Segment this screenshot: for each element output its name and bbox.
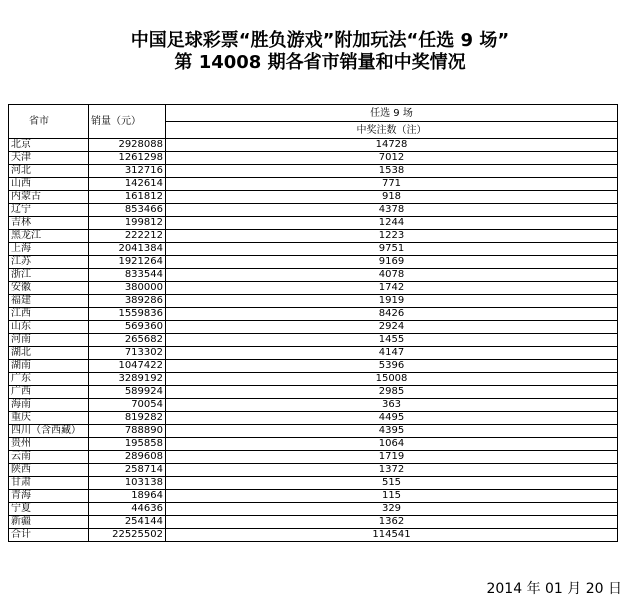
prize-count-cell: 363 — [166, 399, 618, 412]
province-cell: 江苏 — [9, 256, 89, 269]
prize-count-cell: 918 — [166, 191, 618, 204]
prize-count-cell: 7012 — [166, 152, 618, 165]
province-cell: 湖北 — [9, 347, 89, 360]
province-cell: 内蒙古 — [9, 191, 89, 204]
prize-count-cell: 2985 — [166, 386, 618, 399]
province-cell: 宁夏 — [9, 503, 89, 516]
prize-count-cell: 4495 — [166, 412, 618, 425]
province-cell: 山东 — [9, 321, 89, 334]
province-cell: 青海 — [9, 490, 89, 503]
province-cell: 天津 — [9, 152, 89, 165]
province-cell: 安徽 — [9, 282, 89, 295]
province-cell: 重庆 — [9, 412, 89, 425]
prize-count-cell: 1919 — [166, 295, 618, 308]
table-row — [9, 399, 618, 412]
sales-table — [8, 104, 618, 542]
province-cell: 陕西 — [9, 464, 89, 477]
province-cell: 河南 — [9, 334, 89, 347]
document-subtitle: 第 14008 期各省市销量和中奖情况 — [174, 52, 466, 73]
prize-count-cell: 329 — [166, 503, 618, 516]
sales-cell: 569360 — [89, 321, 166, 334]
prize-count-cell: 115 — [166, 490, 618, 503]
sales-cell: 258714 — [89, 464, 166, 477]
sales-cell: 142614 — [89, 178, 166, 191]
table-row — [9, 269, 618, 282]
sales-cell: 833544 — [89, 269, 166, 282]
table-row — [9, 451, 618, 464]
table-row — [9, 256, 618, 269]
province-cell: 合计 — [9, 529, 89, 542]
prize-count-cell: 9169 — [166, 256, 618, 269]
sales-cell: 380000 — [89, 282, 166, 295]
table-row — [9, 139, 618, 152]
province-cell: 江西 — [9, 308, 89, 321]
prize-count-cell: 5396 — [166, 360, 618, 373]
table-row — [9, 282, 618, 295]
sales-cell: 1559836 — [89, 308, 166, 321]
province-cell: 北京 — [9, 139, 89, 152]
prize-count-cell: 4395 — [166, 425, 618, 438]
table-row — [9, 152, 618, 165]
sales-cell: 103138 — [89, 477, 166, 490]
prize-count-cell: 2924 — [166, 321, 618, 334]
table-row — [9, 516, 618, 529]
table-row — [9, 373, 618, 386]
province-cell: 湖南 — [9, 360, 89, 373]
sales-cell: 389286 — [89, 295, 166, 308]
prize-count-cell: 1223 — [166, 230, 618, 243]
province-cell: 四川（含西藏） — [9, 425, 89, 438]
sales-cell: 713302 — [89, 347, 166, 360]
table-row — [9, 412, 618, 425]
document-date: 2014 年 01 月 20 日 — [486, 581, 622, 597]
prize-count-cell: 1455 — [166, 334, 618, 347]
province-cell: 吉林 — [9, 217, 89, 230]
header-prize-line1: 任选 9 场 — [166, 105, 618, 122]
table-row — [9, 334, 618, 347]
sales-cell: 2928088 — [89, 139, 166, 152]
province-cell: 辽宁 — [9, 204, 89, 217]
sales-cell: 1047422 — [89, 360, 166, 373]
table-row — [9, 425, 618, 438]
prize-count-cell: 114541 — [166, 529, 618, 542]
table-row — [9, 165, 618, 178]
province-cell: 新疆 — [9, 516, 89, 529]
province-cell: 云南 — [9, 451, 89, 464]
table-row — [9, 191, 618, 204]
sales-cell: 3289192 — [89, 373, 166, 386]
document-title: 中国足球彩票“胜负游戏”附加玩法“任选 9 场” — [130, 30, 510, 51]
sales-cell: 312716 — [89, 165, 166, 178]
table-row — [9, 230, 618, 243]
table-row — [9, 321, 618, 334]
table-header-row — [9, 105, 618, 122]
prize-count-cell: 9751 — [166, 243, 618, 256]
table-row — [9, 178, 618, 191]
prize-count-cell: 4378 — [166, 204, 618, 217]
sales-cell: 254144 — [89, 516, 166, 529]
sales-cell: 70054 — [89, 399, 166, 412]
sales-cell: 22525502 — [89, 529, 166, 542]
table-body — [9, 139, 618, 542]
header-province: 省市 — [9, 105, 89, 139]
prize-count-cell: 15008 — [166, 373, 618, 386]
prize-count-cell: 771 — [166, 178, 618, 191]
sales-cell: 788890 — [89, 425, 166, 438]
sales-cell: 853466 — [89, 204, 166, 217]
table-row — [9, 438, 618, 451]
sales-cell: 589924 — [89, 386, 166, 399]
sales-cell: 199812 — [89, 217, 166, 230]
sales-cell: 1261298 — [89, 152, 166, 165]
sales-cell: 161812 — [89, 191, 166, 204]
table-row — [9, 217, 618, 230]
prize-count-cell: 515 — [166, 477, 618, 490]
table-row — [9, 308, 618, 321]
prize-count-cell: 1372 — [166, 464, 618, 477]
prize-count-cell: 1538 — [166, 165, 618, 178]
table-row — [9, 347, 618, 360]
province-cell: 海南 — [9, 399, 89, 412]
table-row — [9, 204, 618, 217]
province-cell: 贵州 — [9, 438, 89, 451]
province-cell: 福建 — [9, 295, 89, 308]
prize-count-cell: 1362 — [166, 516, 618, 529]
prize-count-cell: 1064 — [166, 438, 618, 451]
province-cell: 上海 — [9, 243, 89, 256]
table-row — [9, 360, 618, 373]
province-cell: 黑龙江 — [9, 230, 89, 243]
province-cell: 广西 — [9, 386, 89, 399]
prize-count-cell: 1742 — [166, 282, 618, 295]
sales-cell: 2041384 — [89, 243, 166, 256]
sales-cell: 1921264 — [89, 256, 166, 269]
province-cell: 河北 — [9, 165, 89, 178]
header-prize-line2: 中奖注数（注） — [166, 122, 618, 139]
province-cell: 广东 — [9, 373, 89, 386]
table-row — [9, 464, 618, 477]
province-cell: 甘肃 — [9, 477, 89, 490]
sales-cell: 289608 — [89, 451, 166, 464]
prize-count-cell: 4147 — [166, 347, 618, 360]
sales-cell: 18964 — [89, 490, 166, 503]
prize-count-cell: 14728 — [166, 139, 618, 152]
table-row — [9, 529, 618, 542]
table-row — [9, 490, 618, 503]
table-row — [9, 243, 618, 256]
prize-count-cell: 4078 — [166, 269, 618, 282]
prize-count-cell: 8426 — [166, 308, 618, 321]
table-row — [9, 477, 618, 490]
table-row — [9, 295, 618, 308]
sales-cell: 44636 — [89, 503, 166, 516]
table-row — [9, 386, 618, 399]
prize-count-cell: 1719 — [166, 451, 618, 464]
sales-cell: 819282 — [89, 412, 166, 425]
province-cell: 浙江 — [9, 269, 89, 282]
sales-cell: 265682 — [89, 334, 166, 347]
table-row — [9, 503, 618, 516]
province-cell: 山西 — [9, 178, 89, 191]
sales-cell: 195858 — [89, 438, 166, 451]
sales-cell: 222212 — [89, 230, 166, 243]
header-sales: 销量（元） — [89, 105, 166, 139]
prize-count-cell: 1244 — [166, 217, 618, 230]
